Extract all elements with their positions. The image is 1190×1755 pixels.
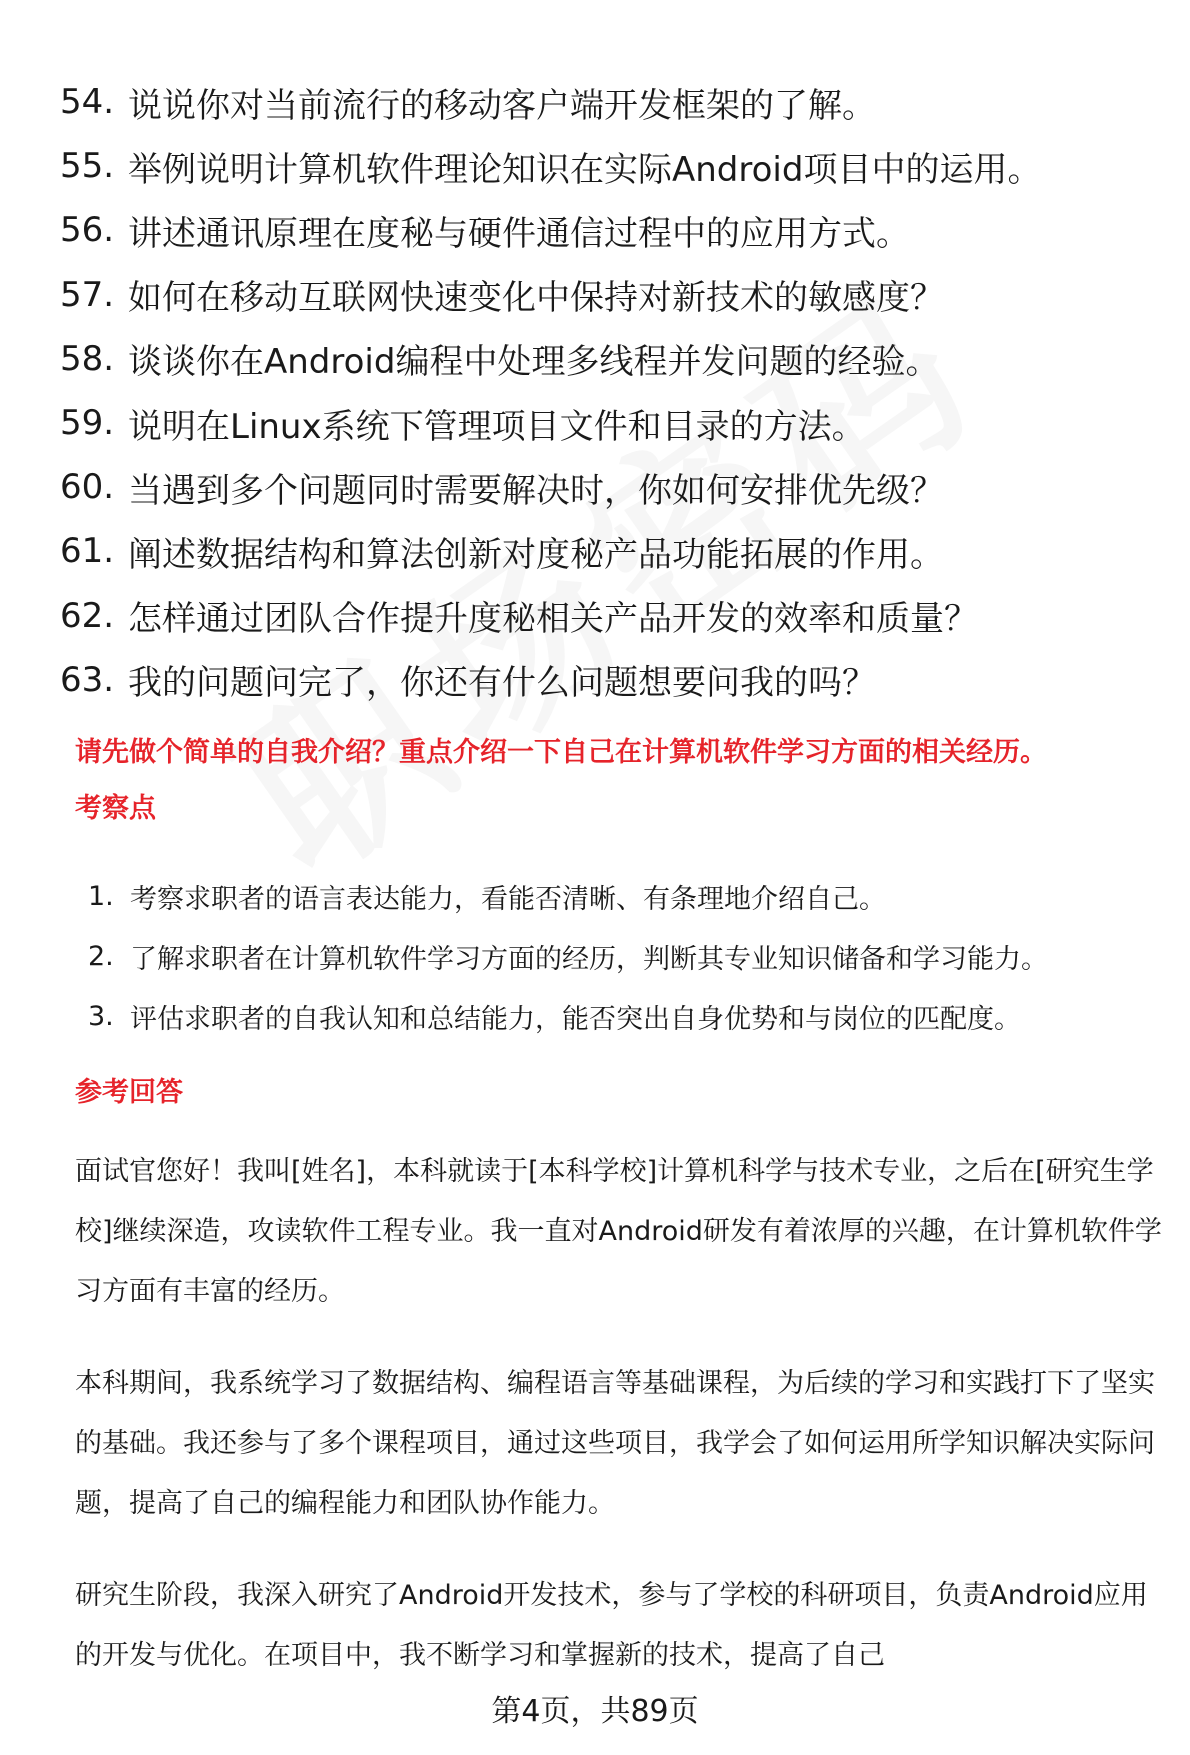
question-text: 当遇到多个问题同时需要解决时，你如何安排优先级？ [128, 470, 944, 511]
question-number: 55. [60, 146, 115, 187]
focus-point [88, 866, 1048, 926]
answer-paragraph: 研究生阶段，我深入研究了Android开发技术，参与了学校的科研项目，负责Android应用的开发与优化。在项目中，我不断学习和掌握新的技术，提高了自己 [75, 1580, 1148, 1671]
question-text: 谈谈你在Android编程中处理多线程并发问题的经验。 [128, 342, 940, 383]
question-list [60, 70, 1160, 712]
question-item [60, 648, 1160, 712]
question-text: 阐述数据结构和算法创新对度秘产品功能拓展的作用。 [128, 534, 944, 575]
question-number: 62. [60, 595, 115, 636]
question-item [60, 327, 1160, 391]
answer-paragraph: 面试官您好！我叫[姓名]，本科就读于[本科学校]计算机科学与技术专业，之后在[研究生学校]继续深造，攻读软件工程专业。我一直对Android研发有着浓厚的兴趣，在计算机软件学习方面有丰富的经历。 [75, 1156, 1162, 1307]
focus-point-text: 评估求职者的自我认知和总结能力，能否突出自身优势和与岗位的匹配度。 [130, 1003, 1021, 1035]
question-item [60, 391, 1160, 455]
answer-paragraph: 本科期间，我系统学习了数据结构、编程语言等基础课程，为后续的学习和实践打下了坚实的基础。我还参与了多个课程项目，通过这些项目，我学会了如何运用所学知识解决实际问题，提高了自己的编程能力和团队协作能力。 [75, 1368, 1155, 1519]
question-number: 61. [60, 531, 115, 572]
question-number: 54. [60, 82, 115, 123]
question-number: 59. [60, 403, 115, 444]
focus-point [88, 986, 1048, 1046]
answer-heading: 参考回答 [75, 1077, 183, 1108]
question-item [60, 455, 1160, 519]
focus-point-text: 了解求职者在计算机软件学习方面的经历，判断其专业知识储备和学习能力。 [130, 943, 1048, 975]
question-number: 58. [60, 338, 115, 379]
question-number: 57. [60, 274, 115, 315]
question-item [60, 584, 1160, 648]
focus-point-number: 1. [88, 880, 114, 912]
question-item [60, 198, 1160, 262]
question-item [60, 70, 1160, 134]
focus-point-list [88, 866, 1048, 1046]
focus-heading: 考察点 [75, 793, 156, 824]
question-text: 怎样通过团队合作提升度秘相关产品开发的效率和质量？ [128, 599, 978, 640]
question-text: 举例说明计算机软件理论知识在实际Android项目中的运用。 [128, 149, 1042, 190]
question-item [60, 263, 1160, 327]
focus-point-number: 2. [88, 940, 114, 972]
focus-point-number: 3. [88, 1000, 114, 1032]
question-item [60, 134, 1160, 198]
question-number: 60. [60, 467, 115, 508]
question-number: 56. [60, 210, 115, 251]
question-text: 讲述通讯原理在度秘与硬件通信过程中的应用方式。 [128, 213, 910, 254]
question-text: 说说你对当前流行的移动客户端开发框架的了解。 [128, 85, 876, 126]
question-text: 我的问题问完了，你还有什么问题想要问我的吗？ [128, 663, 876, 704]
question-number: 63. [60, 659, 115, 700]
question-text: 如何在移动互联网快速变化中保持对新技术的敏感度？ [128, 278, 944, 319]
interview-question-title: 请先做个简单的自我介绍？重点介绍一下自己在计算机软件学习方面的相关经历。 [75, 737, 1047, 768]
question-text: 说明在Linux系统下管理项目文件和目录的方法。 [128, 406, 866, 447]
focus-point [88, 926, 1048, 986]
focus-point-text: 考察求职者的语言表达能力，看能否清晰、有条理地介绍自己。 [130, 883, 886, 915]
question-item [60, 519, 1160, 583]
page-footer: 第4页，共89页 [491, 1694, 699, 1729]
